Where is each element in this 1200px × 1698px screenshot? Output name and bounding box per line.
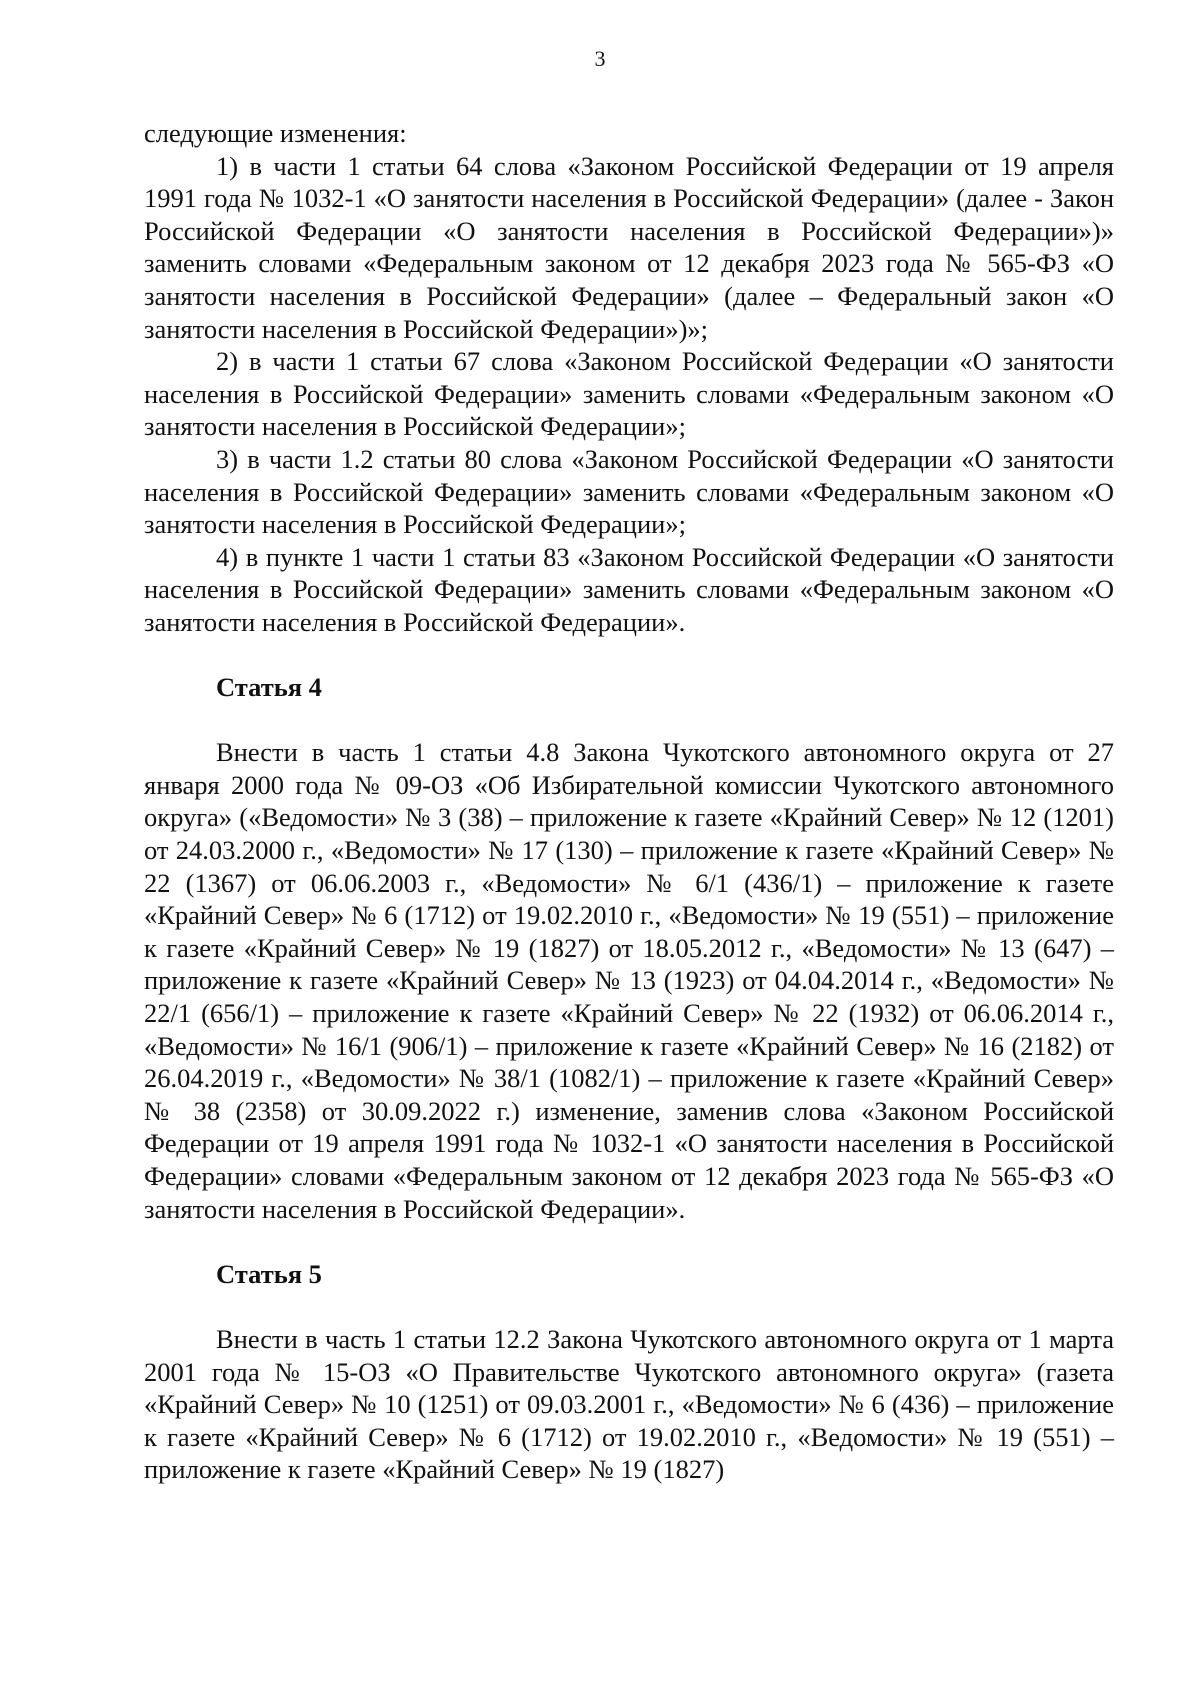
page-number: 3	[594, 46, 606, 71]
article5-text: Внести в часть 1 статьи 12.2 Закона Чукотского автономного округа от 1 марта 2001 года № 15-ОЗ «О Правительстве Чукотского автономного округа» (газета «Крайний Север» № 10 (1251) от 09.03.2001 г., «Ведомости» № 6 (436) – приложение к газете «Крайний Север» № 6 (1712) от 19.02.2010 г., «Ведомости» № 19 (551) – приложение к газете «Крайний Север» № 19 (1827)	[144, 1323, 1114, 1485]
article3-item-3: 3) в части 1.2 статьи 80 слова «Законом Российской Федерации «О занятости населения в Российской Федерации» заменить словами «Федеральным законом «О занятости населения в Российской Федерации»;	[144, 443, 1114, 540]
article4-text: Внести в часть 1 статьи 4.8 Закона Чукотского автономного округа от 27 января 2000 года № 09-ОЗ «Об Избирательной комиссии Чукотского автономного округа» («Ведомости» № 3 (38) – приложение к газете «Крайний Север» № 12 (1201) от 24.03.2000 г., «Ведомости» № 17 (130) – приложение к газете «Крайний Север» № 22 (1367) от 06.06.2003 г., «Ведомости» № 6/1 (436/1) – приложение к газете «Крайний Север» № 6 (1712) от 19.02.2010 г., «Ведомости» № 19 (551) – приложение к газете «Крайний Север» № 19 (1827) от 18.05.2012 г., «Ведомости» № 13 (647) – приложение к газете «Крайний Север» № 13 (1923) от 04.04.2014 г., «Ведомости» № 22/1 (656/1) – приложение к газете «Крайний Север» № 22 (1932) от 06.06.2014 г., «Ведомости» № 16/1 (906/1) – приложение к газете «Крайний Север» № 16 (2182) от 26.04.2019 г., «Ведомости» № 38/1 (1082/1) – приложение к газете «Крайний Север» № 38 (2358) от 30.09.2022 г.) изменение, заменив слова «Законом Российской Федерации от 19 апреля 1991 года № 1032-1 «О занятости населения в Российской Федерации» словами «Федеральным законом от 12 декабря 2023 года № 565-ФЗ «О занятости населения в Российской Федерации».	[144, 737, 1114, 1224]
article3-item-4: 4) в пункте 1 части 1 статьи 83 «Законом Российской Федерации «О занятости населения в Российской Федерации» заменить словами «Федеральным законом «О занятости населения в Российской Федерации».	[144, 541, 1114, 637]
document-body	[144, 117, 1114, 1486]
spacer	[144, 1290, 1114, 1323]
spacer	[144, 1225, 1114, 1258]
spacer	[144, 639, 1114, 672]
article5-heading: Статья 5	[216, 1258, 322, 1289]
article4-heading: Статья 4	[216, 672, 322, 703]
article3-item-2: 2) в части 1 статьи 67 слова «Законом Российской Федерации «О занятости населения в Российской Федерации» заменить словами «Федеральным законом «О занятости населения в Российской Федерации»;	[144, 346, 1114, 442]
spacer	[144, 704, 1114, 737]
article3-intro: следующие изменения:	[144, 118, 407, 148]
article3-item-1: 1) в части 1 статьи 64 слова «Законом Российской Федерации от 19 апреля 1991 года № 1032-1 «О занятости населения в Российской Федерации» (далее - Закон Российской Федерации «О занятости населения в Российской Федерации»)» заменить словами «Федеральным законом от 12 декабря 2023 года № 565-ФЗ «О занятости населения в Российской Федерации» (далее – Федеральный закон «О занятости населения в Российской Федерации»)»;	[144, 150, 1114, 344]
